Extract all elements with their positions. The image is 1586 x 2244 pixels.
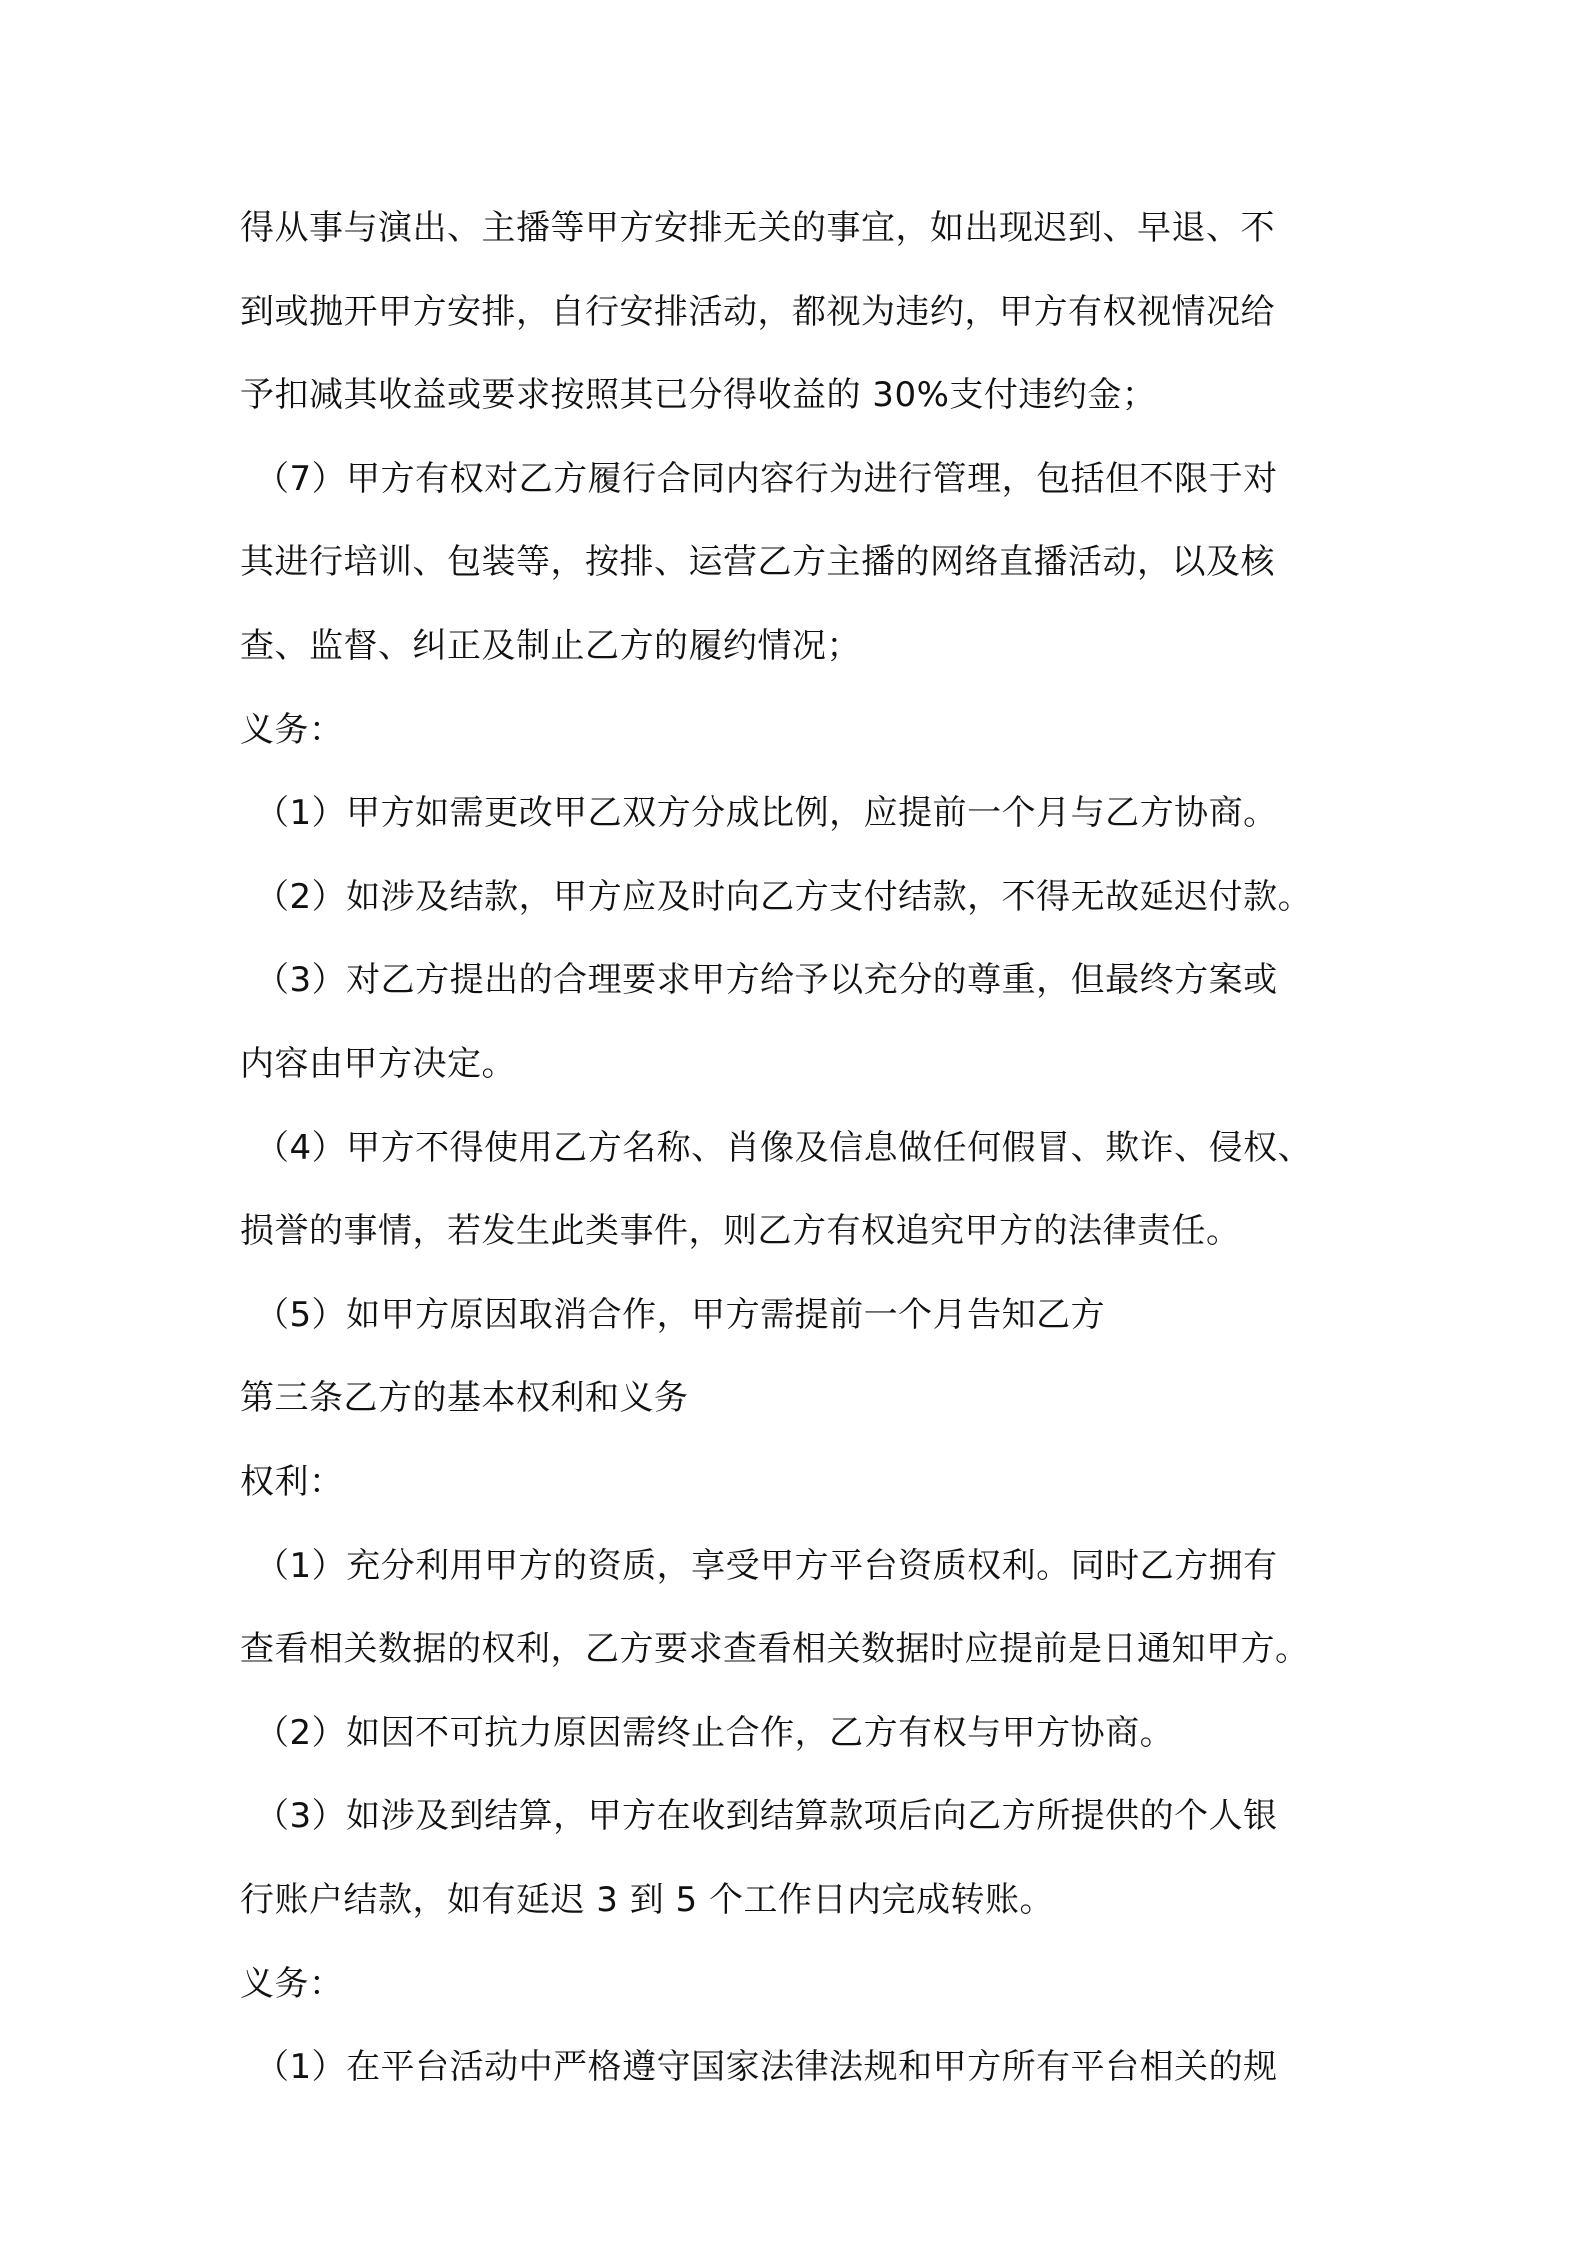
list-item-line: （1）甲方如需更改甲乙双方分成比例，应提前一个月与乙方协商。 <box>255 793 1278 833</box>
paragraph-line: 其进行培训、包装等，按排、运营乙方主播的网络直播活动，以及核 <box>240 542 1275 582</box>
paragraph-line: 查看相关数据的权利，乙方要求查看相关数据时应提前是日通知甲方。 <box>240 1629 1310 1669</box>
paragraph-line: 予扣减其收益或要求按照其已分得收益的 30%支付违约金； <box>240 375 1157 415</box>
paragraph-line: 内容由甲方决定。 <box>240 1044 516 1084</box>
paragraph-line: 损誉的事情，若发生此类事件，则乙方有权追究甲方的法律责任。 <box>240 1211 1241 1251</box>
paragraph-line: 到或抛开甲方安排，自行安排活动，都视为违约，甲方有权视情况给 <box>240 292 1275 332</box>
list-item-line: （3）对乙方提出的合理要求甲方给予以充分的尊重，但最终方案或 <box>255 960 1278 1000</box>
paragraph-line: 查、监督、纠正及制止乙方的履约情况； <box>240 626 861 666</box>
list-item-line: （5）如甲方原因取消合作，甲方需提前一个月告知乙方 <box>255 1295 1106 1335</box>
section-heading: 第三条乙方的基本权利和义务 <box>240 1378 689 1418</box>
section-label: 义务： <box>240 1964 344 2004</box>
list-item-line: （7）甲方有权对乙方履行合同内容行为进行管理，包括但不限于对 <box>255 459 1278 499</box>
list-item-line: （3）如涉及到结算，甲方在收到结算款项后向乙方所提供的个人银 <box>255 1796 1278 1836</box>
list-item-line: （1）充分利用甲方的资质，享受甲方平台资质权利。同时乙方拥有 <box>255 1546 1278 1586</box>
list-item-line: （2）如涉及结款，甲方应及时向乙方支付结款，不得无故延迟付款。 <box>255 877 1313 917</box>
paragraph-line: 行账户结款，如有延迟 3 到 5 个工作日内完成转账。 <box>240 1880 1054 1920</box>
list-item-line: （2）如因不可抗力原因需终止合作，乙方有权与甲方协商。 <box>255 1713 1175 1753</box>
paragraph-line: 得从事与演出、主播等甲方安排无关的事宜，如出现迟到、早退、不 <box>240 208 1275 248</box>
section-label: 权利： <box>240 1462 344 1502</box>
list-item-line: （4）甲方不得使用乙方名称、肖像及信息做任何假冒、欺诈、侵权、 <box>255 1128 1313 1168</box>
section-label: 义务： <box>240 710 344 750</box>
list-item-line: （1）在平台活动中严格遵守国家法律法规和甲方所有平台相关的规 <box>255 2047 1278 2087</box>
